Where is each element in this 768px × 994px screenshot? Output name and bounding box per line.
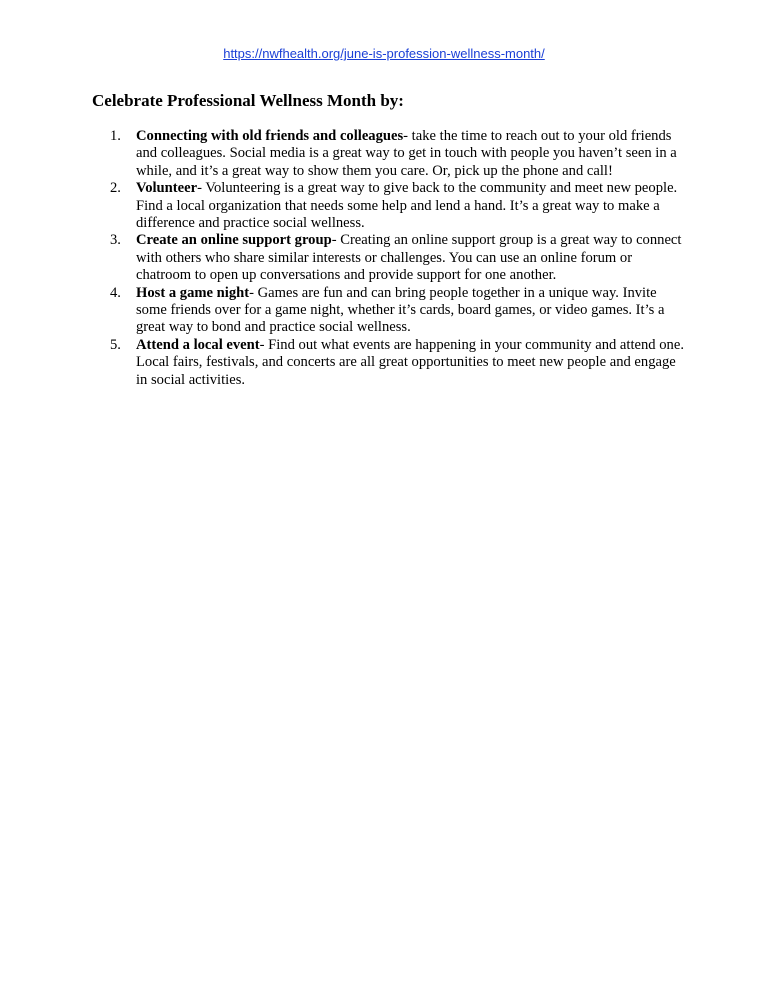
item-text: - Find out what events are happening in your community and attend one. Local fairs, festivals, and concerts are all great opportunities to meet new people and engage in social activities.: [136, 336, 684, 388]
item-text: - Games are fun and can bring people together in a unique way. Invite some friends over for a game night, whether it’s cards, board games, or video games. It’s a great way to bond and practice social wellness.: [136, 284, 665, 336]
item-title: Create an online support group: [136, 232, 332, 249]
item-text: - Creating an online support group is a great way to connect with others who share similar interests or challenges. You can use an online forum or chatroom to open up conversations and provide support for one another.: [136, 232, 682, 284]
list-item: [106, 128, 686, 180]
item-text: - take the time to reach out to your old friends and colleagues. Social media is a great way to get in touch with people you haven’t seen in a while, and it’s a great way to show them you care. Or, pick up the phone and call!: [136, 128, 677, 179]
item-number: 5.: [110, 336, 121, 353]
page-heading: Celebrate Professional Wellness Month by:: [92, 91, 404, 110]
item-number: 4.: [110, 284, 121, 301]
item-title: Host a game night: [136, 284, 250, 301]
item-number: 1.: [110, 128, 121, 144]
item-title: Attend a local event: [136, 336, 260, 353]
tips-list: [106, 128, 686, 389]
list-item: [106, 285, 686, 337]
list-item: [106, 180, 686, 232]
list-item: [106, 232, 686, 284]
item-title: Volunteer: [136, 180, 198, 197]
item-title: Connecting with old friends and colleagues: [136, 128, 404, 144]
source-link[interactable]: https://nwfhealth.org/june-is-profession-wellness-month/: [223, 46, 545, 61]
item-number: 3.: [110, 232, 121, 249]
item-number: 2.: [110, 180, 121, 197]
item-text: - Volunteering is a great way to give back to the community and meet new people. Find a local organization that needs some help and lend a hand. It’s a great way to make a difference and practice social wellness.: [136, 180, 678, 232]
list-item: [106, 337, 686, 389]
